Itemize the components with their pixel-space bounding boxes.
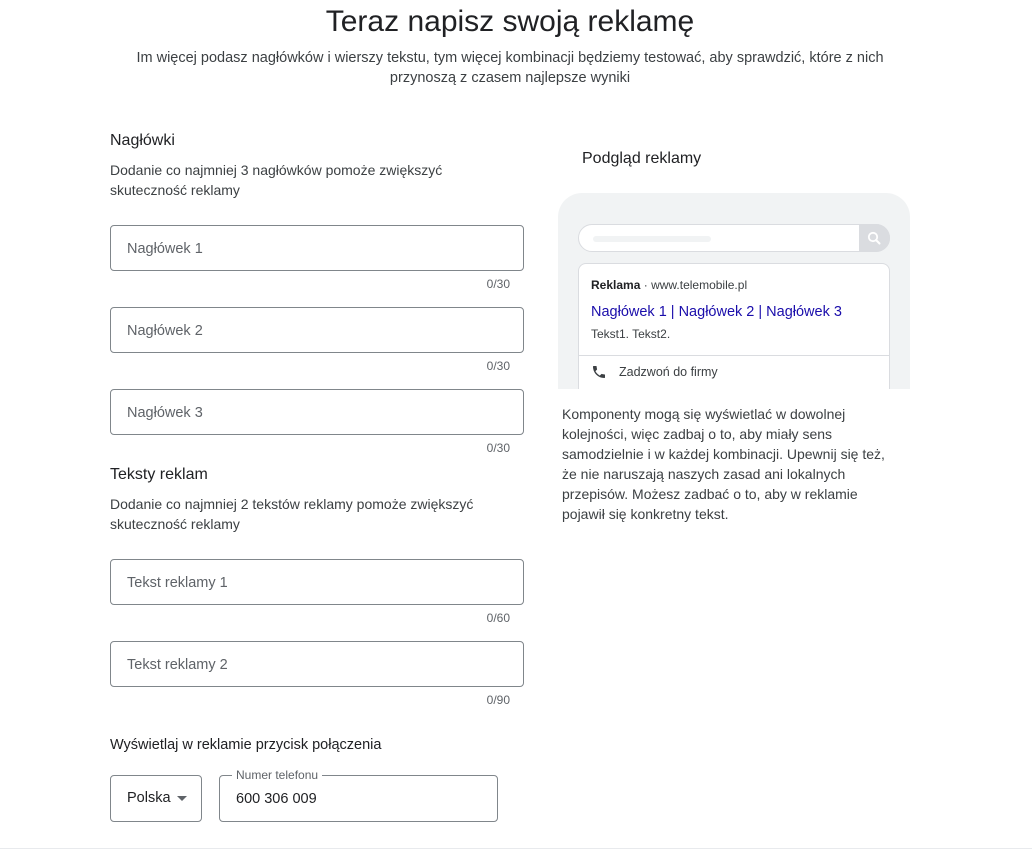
description-1-input[interactable] (110, 559, 524, 605)
preview-note: Komponenty mogą się wyświetlać w dowolnej kolejności, więc zadbaj o to, aby miały sens samodzielnie i w każdej kombinacji. Upewnij się też, że nie naruszają naszych zasad ani lokalnych przepisów. Możesz zadbać o to, aby w reklamie pojawił się konkretny tekst. (562, 406, 885, 522)
preview-search-button (859, 224, 890, 252)
search-placeholder-line (593, 236, 711, 242)
country-select[interactable] (110, 775, 202, 822)
headline-2-counter: 0/30 (486, 359, 510, 373)
ad-domain: www.telemobile.pl (651, 278, 748, 292)
phone-icon (591, 364, 607, 380)
ad-meta (591, 278, 747, 292)
page-subtitle: Im więcej podasz nagłówków i wierszy tekstu, tym więcej kombinacji będziemy testować, aby sprawdzić, które z nich przynoszą z czasem najlepsze wyniki (136, 50, 884, 86)
description-2-placeholder: Tekst reklamy 2 (127, 657, 228, 673)
ad-divider (579, 355, 889, 356)
page-title: Teraz napisz swoją reklamę (325, 5, 695, 38)
ad-label: Reklama (591, 278, 641, 292)
descriptions-title: Teksty reklam (110, 466, 208, 483)
descriptions-description: Dodanie co najmniej 2 tekstów reklamy pomoże zwiększyć skuteczność reklamy (110, 496, 474, 532)
ad-call-label: Zadzwoń do firmy (619, 365, 718, 379)
headline-3-input[interactable] (110, 389, 524, 435)
ad-text: Tekst1. Tekst2. (591, 327, 671, 341)
call-button-title: Wyświetlaj w reklamie przycisk połączenia (110, 737, 382, 753)
search-icon (859, 224, 890, 252)
preview-search-bar (578, 224, 890, 252)
ad-separator: · (643, 278, 648, 292)
headlines-title: Nagłówki (110, 132, 175, 149)
headline-3-counter: 0/30 (486, 441, 510, 455)
phone-number-field[interactable] (219, 768, 498, 822)
caret-down-icon (177, 796, 187, 801)
description-2-input[interactable] (110, 641, 524, 687)
phone-number-value: 600 306 009 (236, 791, 317, 807)
headline-1-placeholder: Nagłówek 1 (127, 241, 203, 257)
headline-1-counter: 0/30 (486, 277, 510, 291)
headline-2-input[interactable] (110, 307, 524, 353)
phone-number-label: Numer telefonu (232, 768, 322, 782)
ad-call-row (591, 364, 718, 380)
headline-1-input[interactable] (110, 225, 524, 271)
ad-preview-mockup (558, 193, 910, 389)
bottom-divider (0, 848, 1032, 849)
headlines-description: Dodanie co najmniej 3 nagłówków pomoże zwiększyć skuteczność reklamy (110, 162, 443, 198)
description-2-counter: 0/90 (486, 693, 510, 707)
country-value: Polska (127, 790, 171, 806)
ad-preview-card (578, 263, 890, 389)
headline-2-placeholder: Nagłówek 2 (127, 323, 203, 339)
description-1-placeholder: Tekst reklamy 1 (127, 575, 228, 591)
ad-headline: Nagłówek 1 | Nagłówek 2 | Nagłówek 3 (591, 304, 842, 320)
description-1-counter: 0/60 (486, 611, 510, 625)
headline-3-placeholder: Nagłówek 3 (127, 405, 203, 421)
preview-title: Podgląd reklamy (582, 150, 702, 167)
